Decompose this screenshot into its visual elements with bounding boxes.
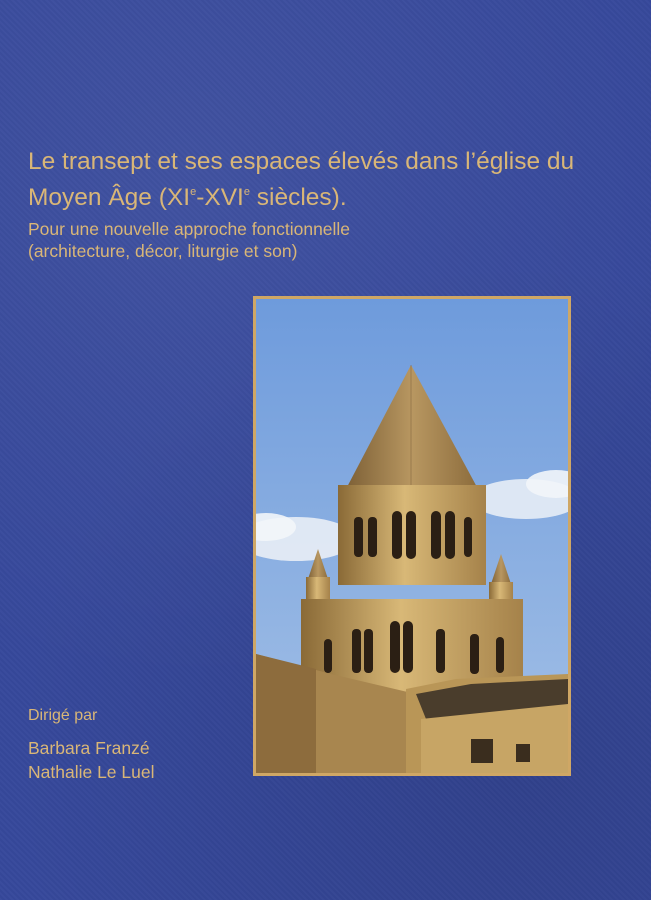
subtitle-line-1: Pour une nouvelle approche fonctionnelle <box>28 219 351 239</box>
title-text-3: siècles). <box>249 184 347 211</box>
directed-by-label: Dirigé par <box>28 707 98 724</box>
church-tower-illustration <box>256 299 568 773</box>
author-name: Barbara Franzé <box>28 738 150 758</box>
title-sup-1: e <box>190 186 197 198</box>
author-name: Nathalie Le Luel <box>28 762 155 782</box>
book-subtitle <box>28 218 628 262</box>
subtitle-line-2: (architecture, décor, liturgie et son) <box>28 241 298 261</box>
book-title <box>28 146 628 213</box>
title-sup-2: e <box>243 186 250 198</box>
authors-list <box>28 736 154 784</box>
title-text-2: -XVI <box>196 184 244 211</box>
title-text-1: Le transept et ses espaces élevés dans l’église du Moyen Âge (XI <box>28 148 575 211</box>
cover-photo <box>253 296 571 776</box>
